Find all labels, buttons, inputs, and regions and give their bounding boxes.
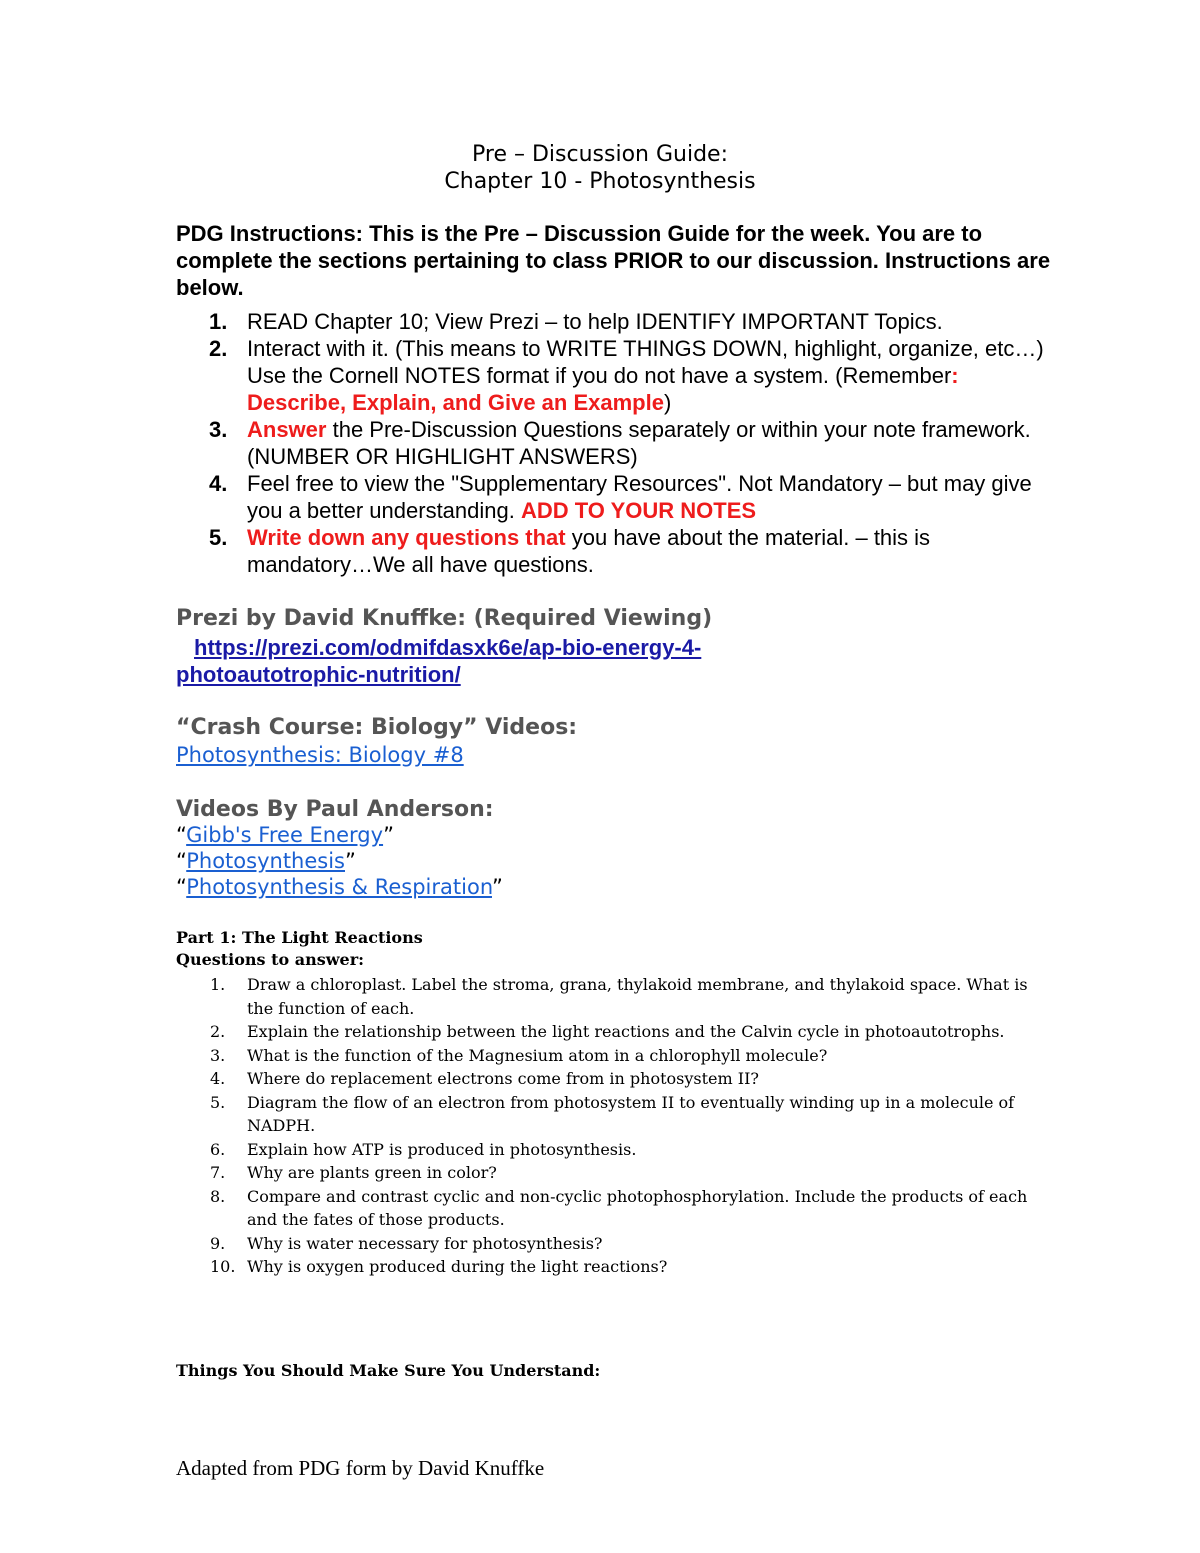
part-1-heading [176, 927, 423, 971]
step-text-tail: ) [663, 390, 672, 415]
question-text: Compare and contrast cyclic and non-cyclic photophosphorylation. Include the products of each and the fates of those products. [247, 1186, 1028, 1229]
list-item [176, 1138, 1036, 1162]
list-item [176, 973, 1036, 1020]
part-1-title: Part 1: The Light Reactions [176, 928, 423, 947]
close-quote: ” [491, 875, 503, 899]
question-number: 9. [210, 1233, 226, 1253]
page-title: Pre – Discussion Guide: [472, 142, 728, 167]
question-text: Draw a chloroplast. Label the stroma, grana, thylakoid membrane, and thylakoid space. What is the function of each. [247, 975, 1028, 1018]
things-to-understand-heading: Things You Should Make Sure You Understand: [176, 1361, 601, 1380]
step-emphasis: ADD TO YOUR NOTES [520, 498, 757, 523]
instruction-steps [176, 308, 1056, 578]
question-text: Explain the relationship between the light reactions and the Calvin cycle in photoautotrophs. [247, 1022, 1005, 1041]
step-text: Feel free to view the "Supplementary Resources". Not Mandatory – but may give you a better understanding. [247, 471, 1032, 523]
question-list [176, 973, 1036, 1279]
open-quote: “ [176, 875, 187, 899]
question-number: 6. [210, 1139, 226, 1159]
prezi-link[interactable] [176, 634, 1076, 688]
step-number: 4. [209, 471, 228, 496]
list-item [176, 1067, 1036, 1091]
step-emphasis: Write down any questions that [247, 525, 566, 550]
list-item [176, 1161, 1036, 1185]
crash-course-link[interactable]: Photosynthesis: Biology #8 [176, 743, 464, 767]
chapter-title: Chapter 10 - Photosynthesis [444, 169, 756, 194]
close-quote: ” [383, 823, 394, 847]
video-item [176, 822, 394, 848]
question-text: Why is water necessary for photosynthesis? [247, 1233, 603, 1253]
step-3 [176, 416, 1056, 470]
step-text: you have about the material. – this is mandatory…We all have questions. [247, 525, 931, 577]
step-1 [176, 308, 1056, 335]
prezi-link-line-1: https://prezi.com/odmifdasxk6e/ap-bio-energy-4- [194, 635, 702, 660]
step-text: Interact with it. (This means to WRITE THINGS DOWN, highlight, organize, etc…) Use the Cornell NOTES format if you do not have a system. (Remember [247, 336, 1044, 388]
question-text: What is the function of the Magnesium atom in a chlorophyll molecule? [247, 1045, 828, 1065]
question-number: 4. [210, 1069, 226, 1088]
step-number: 2. [209, 336, 228, 361]
step-number: 3. [209, 417, 228, 442]
open-quote: “ [176, 849, 187, 873]
question-number: 2. [210, 1022, 226, 1041]
list-item [176, 1044, 1036, 1068]
crash-course-video [176, 742, 464, 768]
video-item [176, 874, 503, 900]
list-item [176, 1091, 1036, 1138]
paul-anderson-heading: Videos By Paul Anderson: [176, 797, 494, 822]
prezi-heading: Prezi by David Knuffke: (Required Viewing) [176, 606, 713, 631]
step-2 [176, 335, 1056, 416]
question-text: Explain how ATP is produced in photosynthesis. [247, 1139, 637, 1159]
question-number: 10. [210, 1257, 236, 1276]
step-emphasis: Answer [247, 417, 327, 442]
question-number: 8. [210, 1186, 226, 1206]
question-text: Diagram the flow of an electron from photosystem II to eventually winding up in a molecule of NADPH. [247, 1092, 1015, 1135]
question-number: 3. [210, 1045, 226, 1065]
prezi-link-line-2: photoautotrophic-nutrition/ [176, 662, 461, 687]
footer-note: Adapted from PDG form by David Knuffke [176, 1456, 545, 1480]
list-item [176, 1255, 1036, 1279]
list-item [176, 1020, 1036, 1044]
photosynthesis-link[interactable]: Photosynthesis [186, 849, 345, 873]
gibbs-free-energy-link[interactable]: Gibb's Free Energy [186, 823, 384, 847]
step-text: the Pre-Discussion Questions separately or within your note framework. (NUMBER OR HIGHLIGHT ANSWERS) [247, 417, 1031, 469]
step-number: 1. [209, 309, 228, 334]
step-emphasis: : Describe, Explain, and Give an Example [247, 363, 959, 415]
list-item [176, 1185, 1036, 1232]
question-number: 5. [210, 1092, 226, 1112]
photosynthesis-respiration-link[interactable]: Photosynthesis & Respiration [186, 875, 492, 899]
crash-course-heading: “Crash Course: Biology” Videos: [176, 715, 578, 740]
video-item [176, 848, 356, 874]
question-text: Why are plants green in color? [247, 1163, 497, 1182]
question-number: 7. [210, 1163, 226, 1182]
list-item [176, 1232, 1036, 1256]
step-5 [176, 524, 1056, 578]
step-text: READ Chapter 10; View Prezi – to help IDENTIFY IMPORTANT Topics. [247, 309, 943, 334]
close-quote: ” [345, 849, 356, 873]
step-number: 5. [209, 525, 228, 550]
pdg-instructions: PDG Instructions: This is the Pre – Discussion Guide for the week. You are to complete the sections pertaining to class PRIOR to our discussion. Instructions are below. [176, 221, 1051, 300]
question-text: Where do replacement electrons come from in photosystem II? [247, 1069, 759, 1088]
step-4 [176, 470, 1056, 524]
open-quote: “ [176, 823, 187, 847]
question-text: Why is oxygen produced during the light reactions? [247, 1257, 668, 1276]
questions-subheading: Questions to answer: [176, 950, 365, 969]
question-number: 1. [210, 975, 226, 994]
